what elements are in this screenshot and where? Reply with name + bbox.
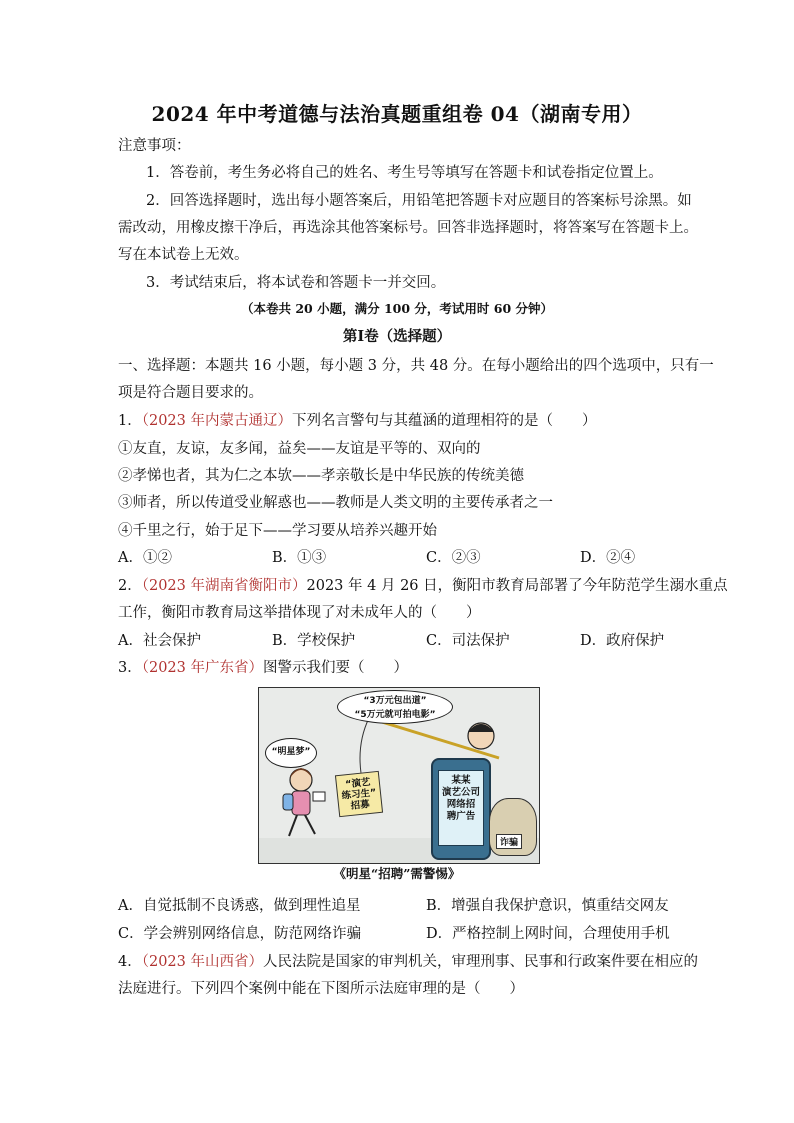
q1-statement-4: ④千里之行，始于足下——学习要从培养兴趣开始	[118, 523, 437, 539]
question-4-stem-cont: 法庭进行。下列四个案例中能在下图所示法庭审理的是（ ）	[118, 981, 524, 997]
phone-text-2: 演艺公司	[441, 787, 480, 798]
question-source: （2023 年内蒙古通辽）	[141, 413, 292, 429]
question-source: （2023 年湖南省衡阳市）	[141, 578, 307, 594]
question-number: 1．	[118, 413, 142, 429]
section-intro-2: 项是符合题目要求的。	[118, 385, 263, 401]
phone-text-4: 聘广告	[446, 811, 476, 822]
sign-text-2: 练习生”	[341, 787, 377, 802]
section-title: 第Ⅰ卷（选择题）	[342, 328, 452, 345]
q1-statement-2: ②孝悌也者，其为仁之本欤——孝亲敬长是中华民族的传统美德	[118, 468, 524, 484]
phone-text-1: 某某	[451, 775, 471, 786]
cartoon-illustration	[258, 687, 540, 864]
recruitment-sign	[335, 771, 383, 817]
question-number: 3．	[118, 660, 142, 676]
question-number: 2．	[118, 578, 142, 594]
sign-text-1: “演艺	[344, 776, 372, 791]
question-3-stem	[118, 658, 678, 678]
question-number: 4．	[118, 954, 142, 970]
q2-option-c[interactable]: C．司法保护	[426, 633, 510, 649]
fishing-line	[360, 718, 369, 773]
question-text: 2023 年 4 月 26 日，衡阳市教育局部署了今年防范学生溺水重点	[306, 578, 728, 594]
q3-option-d[interactable]: D．严格控制上网时间，合理使用手机	[426, 926, 670, 942]
phone-icon	[431, 758, 491, 860]
question-source: （2023 年广东省）	[141, 660, 263, 676]
dream-thought-bubble: “明星梦”	[265, 738, 317, 768]
bubble-text-2: “5万元就可拍电影”	[354, 710, 436, 720]
question-text: 人民法院是国家的审判机关，审理刑事、民事和行政案件要在相应的	[263, 954, 698, 970]
notice-item-2: 2．回答选择题时，选出每小题答案后，用铅笔把答题卡对应题目的答案标号涂黑。如	[146, 193, 692, 209]
section-intro-1: 一、选择题：本题共 16 小题，每小题 3 分，共 48 分。在每小题给出的四个选项中，只有一	[118, 358, 714, 374]
phone-screen	[438, 770, 484, 846]
scammer-hair	[468, 724, 494, 732]
notice-item-1: 1．答卷前，考生务必将自己的姓名、考生号等填写在答题卡和试卷指定位置上。	[146, 165, 663, 181]
q1-option-b[interactable]: B．①③	[272, 550, 327, 566]
q3-option-b[interactable]: B．增强自我保护意识，慎重结交网友	[426, 898, 669, 914]
q1-option-a[interactable]: A．①②	[118, 550, 172, 566]
question-1-stem	[118, 411, 678, 431]
question-4-stem	[118, 952, 698, 972]
girl-backpack	[283, 794, 293, 810]
bubble-text-1: “3万元包出道”	[363, 696, 427, 706]
girl-leg	[305, 815, 315, 834]
question-text: 图警示我们要（ ）	[263, 660, 408, 676]
girl-shirt	[292, 791, 310, 815]
cartoon-caption: 《明星“招聘”需警惕》	[333, 866, 461, 881]
q1-option-d[interactable]: D．②④	[580, 550, 636, 566]
phone-text-3: 网络招	[446, 799, 476, 810]
q2-option-d[interactable]: D．政府保护	[580, 633, 665, 649]
q2-option-a[interactable]: A．社会保护	[118, 633, 201, 649]
sign-text-3: 招募	[350, 798, 371, 812]
q1-statement-1: ①友直，友谅，友多闻，益矣——友谊是平等的、双向的	[118, 441, 481, 457]
question-source: （2023 年山西省）	[141, 954, 263, 970]
bait-speech-bubble	[337, 690, 453, 724]
q3-option-c[interactable]: C．学会辨别网络信息，防范网络诈骗	[118, 926, 362, 942]
q1-statement-3: ③师者，所以传道受业解惑也——教师是人类文明的主要传承者之一	[118, 495, 553, 511]
q1-option-c[interactable]: C．②③	[426, 550, 481, 566]
girl-leg	[289, 815, 297, 836]
notice-item-2-cont: 需改动，用橡皮擦干净后，再选涂其他答案标号。回答非选择题时，将答案写在答题卡上。	[118, 220, 698, 236]
paper-icon	[313, 792, 325, 801]
question-text: 下列名言警句与其蕴涵的道理相符的是（ ）	[292, 413, 597, 429]
exam-title: 2024 年中考道德与法治真题重组卷 04（湖南专用）	[151, 102, 643, 126]
notice-item-2-end: 写在本试卷上无效。	[118, 247, 249, 263]
notice-item-3: 3．考试结束后，将本试卷和答题卡一并交回。	[146, 275, 446, 291]
q3-option-a[interactable]: A．自觉抵制不良诱惑，做到理性追星	[118, 898, 361, 914]
exam-info: （本卷共 20 小题，满分 100 分，考试用时 60 分钟）	[241, 301, 553, 316]
question-2-stem-cont: 工作，衡阳市教育局这举措体现了对未成年人的（ ）	[118, 605, 481, 621]
bag-label: 诈骗	[496, 834, 522, 849]
question-2-stem	[118, 576, 728, 596]
notice-heading: 注意事项：	[118, 138, 191, 154]
money-bag-icon	[489, 798, 537, 856]
q2-option-b[interactable]: B．学校保护	[272, 633, 356, 649]
